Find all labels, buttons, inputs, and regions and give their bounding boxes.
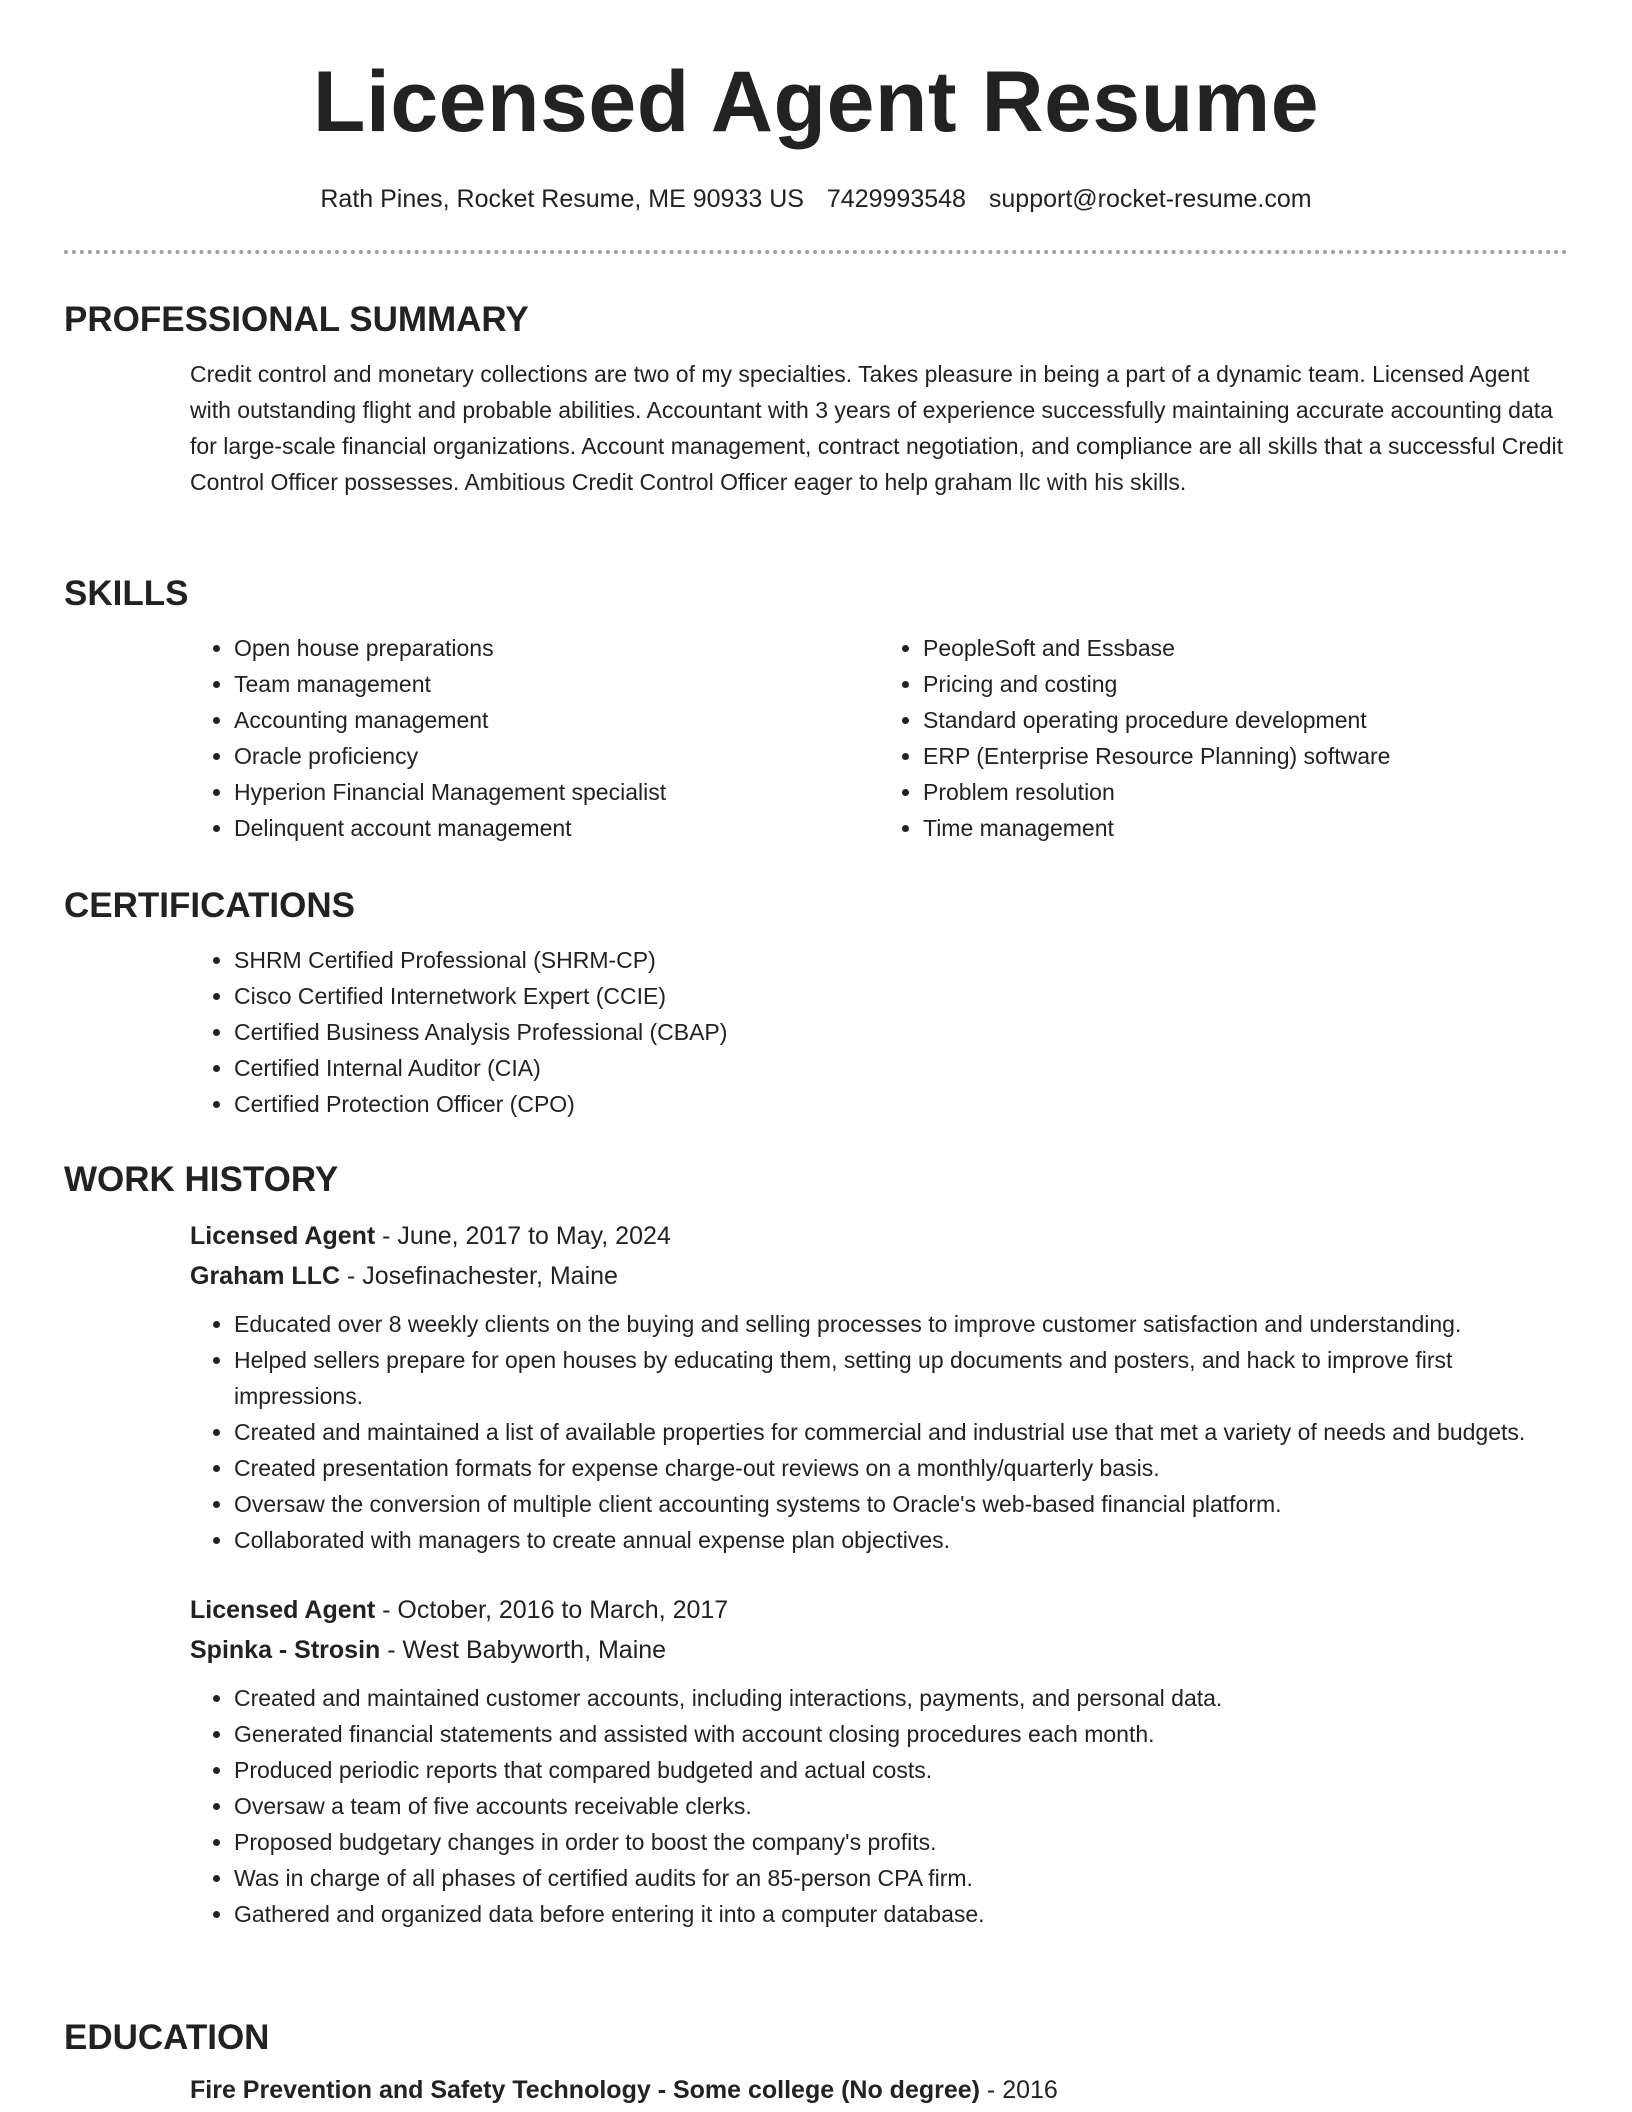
skill-item: • ERP (Enterprise Resource Planning) software xyxy=(923,738,1568,774)
work-history-heading: WORK HISTORY xyxy=(64,1160,339,1199)
job-bullet: • Created and maintained a list of available properties for commercial and industrial use that met a variety of needs and budgets. xyxy=(234,1414,1568,1450)
job-company: Spinka - Strosin xyxy=(190,1636,381,1664)
skill-item: • Standard operating procedure development xyxy=(923,702,1568,738)
job-title-line xyxy=(190,1216,1568,1256)
job-company-line xyxy=(190,1256,1568,1296)
skills-heading: SKILLS xyxy=(64,574,189,613)
job-bullets xyxy=(190,1306,1568,1558)
job-role: Licensed Agent xyxy=(190,1222,376,1250)
job-title-line xyxy=(190,1590,1568,1630)
education-degree: Fire Prevention and Safety Technology - Some college (No degree) xyxy=(190,2076,980,2104)
skill-item: • PeopleSoft and Essbase xyxy=(923,630,1568,666)
skills-list-right xyxy=(879,630,1568,846)
skills-section xyxy=(64,572,1568,846)
job-bullet: • Gathered and organized data before entering it into a computer database. xyxy=(234,1896,1568,1932)
summary-heading: PROFESSIONAL SUMMARY xyxy=(64,300,529,339)
skill-item: • Problem resolution xyxy=(923,774,1568,810)
certification-item: • Certified Internal Auditor (CIA) xyxy=(234,1050,1568,1086)
job-bullet: • Produced periodic reports that compared budgeted and actual costs. xyxy=(234,1752,1568,1788)
header-divider xyxy=(64,250,1568,254)
skill-item: • Pricing and costing xyxy=(923,666,1568,702)
job-entry xyxy=(190,1216,1568,1558)
certifications-list xyxy=(190,942,1568,1122)
summary-text: Credit control and monetary collections are two of my specialties. Takes pleasure in being a part of a dynamic team. Licensed Agent with outstanding flight and probable abilities. Accountant with 3 years of experience successfully maintaining accurate accounting data for large-scale financial organizations. Account management, contract negotiation, and compliance are all skills that a successful Credit Control Officer possesses. Ambitious Credit Control Officer eager to help graham llc with his skills. xyxy=(190,361,1564,495)
skill-item: • Delinquent account management xyxy=(234,810,879,846)
resume-title: Licensed Agent Resume xyxy=(312,54,1320,150)
contact-address: Rath Pines, Rocket Resume, ME 90933 US xyxy=(320,185,804,213)
certifications-heading: CERTIFICATIONS xyxy=(64,886,356,925)
skill-item: • Accounting management xyxy=(234,702,879,738)
job-location: - Josefinachester, Maine xyxy=(340,1262,618,1290)
job-dates: - June, 2017 to May, 2024 xyxy=(375,1222,671,1250)
job-bullet: • Oversaw the conversion of multiple client accounting systems to Oracle's web-based financial platform. xyxy=(234,1486,1568,1522)
skill-item: • Team management xyxy=(234,666,879,702)
job-bullet: • Created presentation formats for expense charge-out reviews on a monthly/quarterly basis. xyxy=(234,1450,1568,1486)
job-bullet: • Proposed budgetary changes in order to boost the company's profits. xyxy=(234,1824,1568,1860)
skill-item: • Open house preparations xyxy=(234,630,879,666)
job-bullets xyxy=(190,1680,1568,1932)
contact-line xyxy=(0,182,1632,216)
education-entry xyxy=(190,2070,1568,2110)
job-bullet: • Educated over 8 weekly clients on the buying and selling processes to improve customer satisfaction and understanding. xyxy=(234,1306,1568,1342)
job-dates: - October, 2016 to March, 2017 xyxy=(375,1596,729,1624)
job-bullet: • Was in charge of all phases of certified audits for an 85-person CPA firm. xyxy=(234,1860,1568,1896)
certifications-body xyxy=(190,942,1568,1122)
education-year: - 2016 xyxy=(979,2076,1058,2104)
job-bullet: • Generated financial statements and assisted with account closing procedures each month. xyxy=(234,1716,1568,1752)
certification-item: • Cisco Certified Internetwork Expert (CCIE) xyxy=(234,978,1568,1014)
job-entry xyxy=(190,1590,1568,1932)
contact-email[interactable]: support@rocket-resume.com xyxy=(988,185,1312,213)
education-heading: EDUCATION xyxy=(64,2018,270,2057)
skill-item: • Time management xyxy=(923,810,1568,846)
job-company-line xyxy=(190,1630,1568,1670)
skills-list-left xyxy=(190,630,879,846)
certification-item: • Certified Protection Officer (CPO) xyxy=(234,1086,1568,1122)
job-bullet: • Created and maintained customer accounts, including interactions, payments, and personal data. xyxy=(234,1680,1568,1716)
job-company: Graham LLC xyxy=(190,1262,341,1290)
summary-body xyxy=(190,356,1568,500)
summary-section xyxy=(64,298,1568,500)
certification-item: • Certified Business Analysis Professional (CBAP) xyxy=(234,1014,1568,1050)
certification-item: • SHRM Certified Professional (SHRM-CP) xyxy=(234,942,1568,978)
job-location: - West Babyworth, Maine xyxy=(380,1636,667,1664)
skill-item: • Hyperion Financial Management specialist xyxy=(234,774,879,810)
job-bullet: • Collaborated with managers to create annual expense plan objectives. xyxy=(234,1522,1568,1558)
education-section xyxy=(64,2016,1568,2110)
skill-item: • Oracle proficiency xyxy=(234,738,879,774)
job-bullet: • Helped sellers prepare for open houses by educating them, setting up documents and posters, and hack to improve first impressions. xyxy=(234,1342,1568,1414)
job-bullet: • Oversaw a team of five accounts receivable clerks. xyxy=(234,1788,1568,1824)
job-role: Licensed Agent xyxy=(190,1596,376,1624)
work-history-section xyxy=(64,1158,1568,1932)
skills-grid xyxy=(190,630,1568,846)
contact-phone: 7429993548 xyxy=(826,185,966,213)
certifications-section xyxy=(64,884,1568,1122)
